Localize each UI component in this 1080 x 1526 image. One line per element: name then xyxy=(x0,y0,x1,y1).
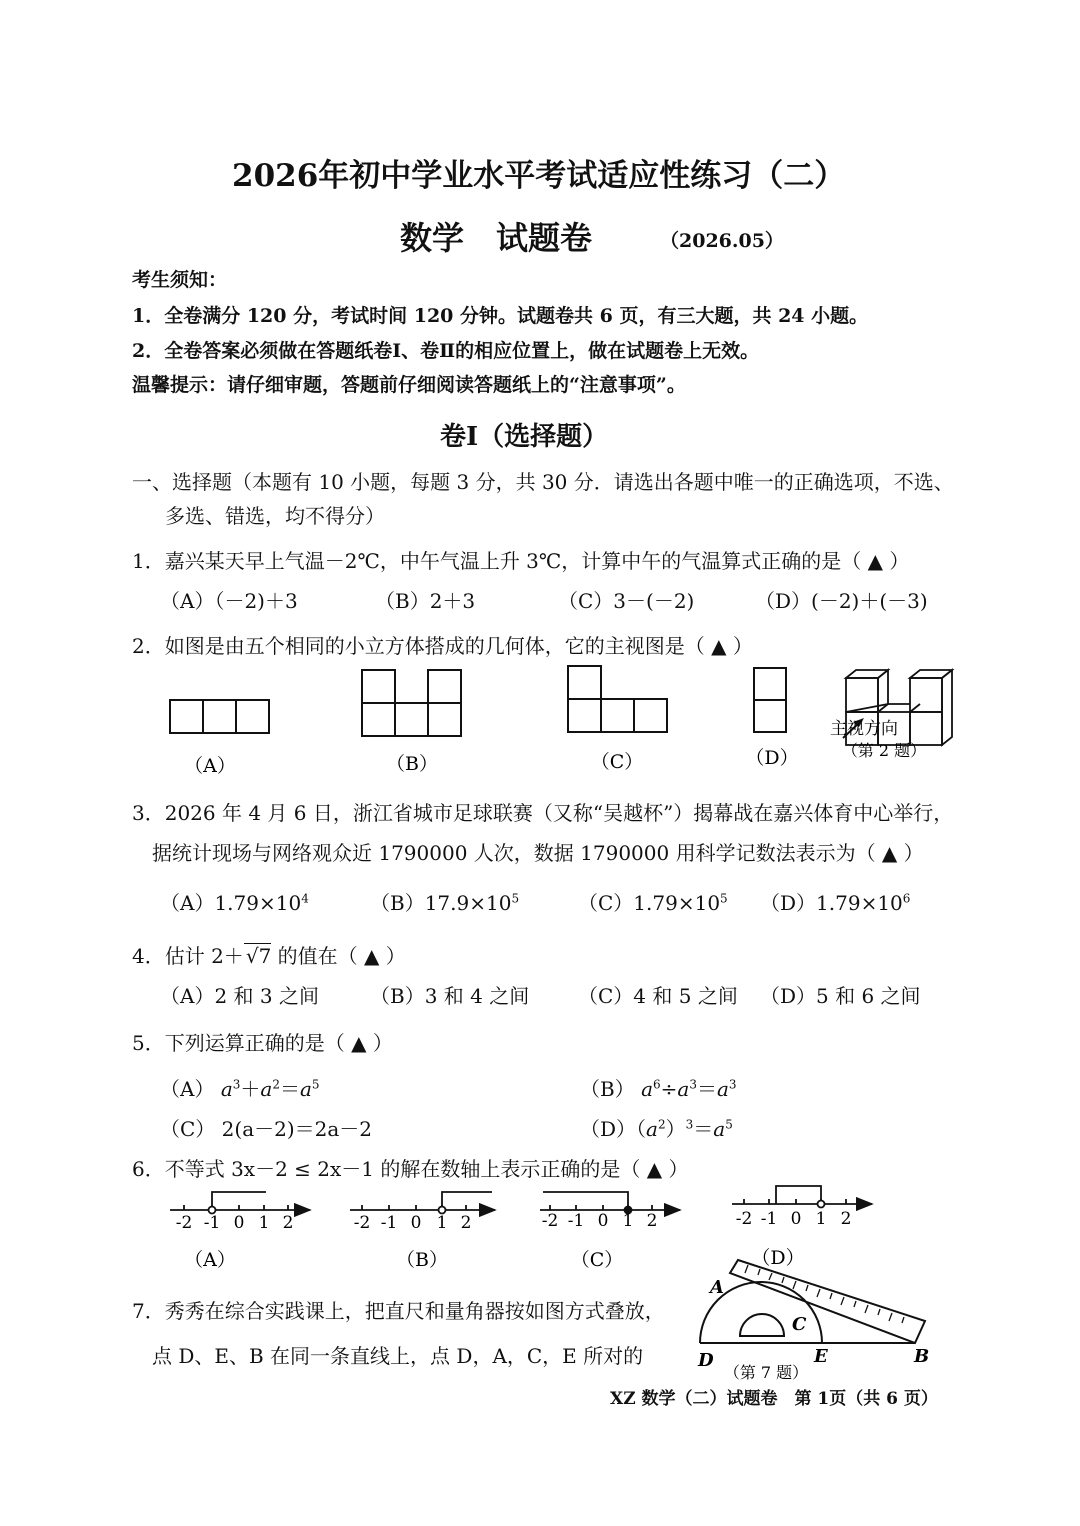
q1-stem: 1．嘉兴某天早上气温－2℃，中午气温上升 3℃，计算中午的气温算式正确的是（ ▲ ） xyxy=(132,549,910,573)
q3-option-c: $(C)1.79\times 10^5$ xyxy=(578,891,728,915)
q7-point-b: B xyxy=(914,1346,930,1367)
q6-d-tick: 2 xyxy=(840,1209,852,1229)
q4-option-b: （B）3 和 4 之间 xyxy=(370,984,530,1008)
q6-b-tick: -2 xyxy=(353,1213,371,1233)
q7-figure-caption: （第 7 题） xyxy=(723,1363,809,1382)
q7-stem-1: 7．秀秀在综合实践课上，把直尺和量角器按如图方式叠放， xyxy=(132,1299,665,1323)
q6-label-c: （C） xyxy=(570,1249,624,1271)
section-title: 卷Ⅰ（选择题） xyxy=(440,422,609,452)
q5-option-a: （A） $a^3+a^2=a^5$ xyxy=(160,1077,320,1101)
q6-label-a: （A） xyxy=(184,1249,236,1271)
q6-label-b: （B） xyxy=(396,1249,448,1271)
notice-heading: 考生须知： xyxy=(132,269,228,291)
q7-point-e: E xyxy=(814,1346,828,1367)
q1-option-a: （A）（－2)＋3 xyxy=(160,589,298,613)
q6-c-tick: 0 xyxy=(597,1211,609,1231)
q6-line-d xyxy=(732,1186,872,1208)
q3-stem-1: 3．2026 年 4 月 6 日，浙江省城市足球联赛（又称“吴越杯”）揭幕战在嘉兴体育中心举行， xyxy=(132,801,954,825)
q2-view-c xyxy=(568,666,667,732)
q2-figures xyxy=(160,660,960,790)
q1-option-b: （B）2＋3 xyxy=(375,589,476,613)
q5-option-c: （C） 2(a－2)＝2a－2 xyxy=(160,1117,373,1141)
q4-option-a: （A）2 和 3 之间 xyxy=(160,984,319,1008)
q4-option-c: （C）4 和 5 之间 xyxy=(578,984,738,1008)
q6-b-tick: -1 xyxy=(380,1213,398,1233)
q6-d-tick: -2 xyxy=(735,1209,753,1229)
q2-view-b xyxy=(362,670,461,736)
q7-stem-2: 点 D、E、B 在同一条直线上，点 D，A，C，E 所对的 xyxy=(152,1344,644,1368)
notice-item-1: 1．全卷满分 120 分，考试时间 120 分钟。试题卷共 6 页，有三大题，共 24 小题。 xyxy=(132,305,869,327)
q7-point-d: D xyxy=(698,1350,714,1371)
q2-view-direction-label: 主视方向 xyxy=(830,719,898,739)
q6-a-tick: 1 xyxy=(258,1213,270,1233)
q6-c-tick: -1 xyxy=(567,1211,585,1231)
q6-stem: 6．不等式 3x－2 ≤ 2x－1 的解在数轴上表示正确的是（ ▲ ） xyxy=(132,1157,689,1181)
exam-date: （2026.05） xyxy=(660,230,784,252)
q4-option-d: （D）5 和 6 之间 xyxy=(760,984,921,1008)
q6-b-tick: 1 xyxy=(436,1213,448,1233)
q1-option-c: （C）3－(－2) xyxy=(558,589,695,613)
q6-c-tick: 1 xyxy=(622,1211,634,1231)
q5-option-b: （B） $a^6\div a^3=a^3$ xyxy=(580,1077,737,1101)
q6-line-b xyxy=(350,1192,495,1214)
section-intro-1: 一、选择题（本题有 10 小题，每题 3 分，共 30 分．请选出各题中唯一的正确选项，不选、 xyxy=(132,470,954,494)
q6-a-tick: -2 xyxy=(175,1213,193,1233)
q1-option-d: （D）(－2)＋(－3) xyxy=(755,589,928,613)
q6-d-tick: 1 xyxy=(815,1209,827,1229)
section-intro-2: 多选、错选，均不得分） xyxy=(165,504,385,528)
q6-d-tick: -1 xyxy=(760,1209,778,1229)
q7-point-c: C xyxy=(792,1314,807,1335)
q6-c-tick: -2 xyxy=(541,1211,559,1231)
notice-item-2: 2．全卷答案必须做在答题纸卷Ⅰ、卷Ⅱ的相应位置上，做在试题卷上无效。 xyxy=(132,340,760,362)
q2-view-a xyxy=(170,700,269,733)
q6-b-tick: 2 xyxy=(460,1213,472,1233)
q6-a-tick: 0 xyxy=(233,1213,245,1233)
q2-view-d xyxy=(754,668,786,732)
subject-title: 数学 试题卷 xyxy=(400,219,593,257)
page-footer: XZ 数学（二）试题卷 第 1页（共 6 页） xyxy=(610,1389,938,1409)
notice-tip: 温馨提示：请仔细审题，答题前仔细阅读答题纸上的“注意事项”。 xyxy=(132,374,686,396)
q2-label-d: （D） xyxy=(745,747,799,769)
q3-option-d: $(D)1.79\times 10^6$ xyxy=(760,891,911,915)
q6-line-a xyxy=(170,1192,310,1214)
q4-stem: 4．估计 2＋ √7 的值在（ ▲ ） xyxy=(132,944,406,968)
q2-label-c: （C） xyxy=(590,751,644,773)
q7-figure xyxy=(690,1258,940,1383)
q6-label-d: （D） xyxy=(751,1247,805,1269)
q7-point-a: A xyxy=(710,1277,724,1298)
q3-stem-2: 据统计现场与网络观众近 1790000 人次，数据 1790000 用科学记数法表示为（ ▲ ） xyxy=(152,841,924,865)
q6-b-tick: 0 xyxy=(410,1213,422,1233)
q3-option-b: $(B)17.9\times 10^5$ xyxy=(370,891,520,915)
q6-a-tick: -1 xyxy=(203,1213,221,1233)
q6-a-tick: 2 xyxy=(282,1213,294,1233)
q5-stem: 5．下列运算正确的是（ ▲ ） xyxy=(132,1031,393,1055)
q2-figure-caption: （第 2 题） xyxy=(841,741,927,760)
q6-d-tick: 0 xyxy=(790,1209,802,1229)
q5-option-d: $(D)(a^2)^3=a^5$ xyxy=(580,1117,733,1141)
sqrt-icon: √7 xyxy=(245,944,272,968)
q2-stem: 2．如图是由五个相同的小立方体搭成的几何体，它的主视图是（ ▲ ） xyxy=(132,634,753,658)
q2-label-b: （B） xyxy=(386,753,438,775)
q6-line-c xyxy=(540,1192,680,1214)
q2-label-a: （A） xyxy=(184,755,236,777)
q6-c-tick: 2 xyxy=(646,1211,658,1231)
page-title: 2026年初中学业水平考试适应性练习（二） xyxy=(232,158,846,194)
q3-option-a: $(A)1.79\times 10^4$ xyxy=(160,891,309,915)
